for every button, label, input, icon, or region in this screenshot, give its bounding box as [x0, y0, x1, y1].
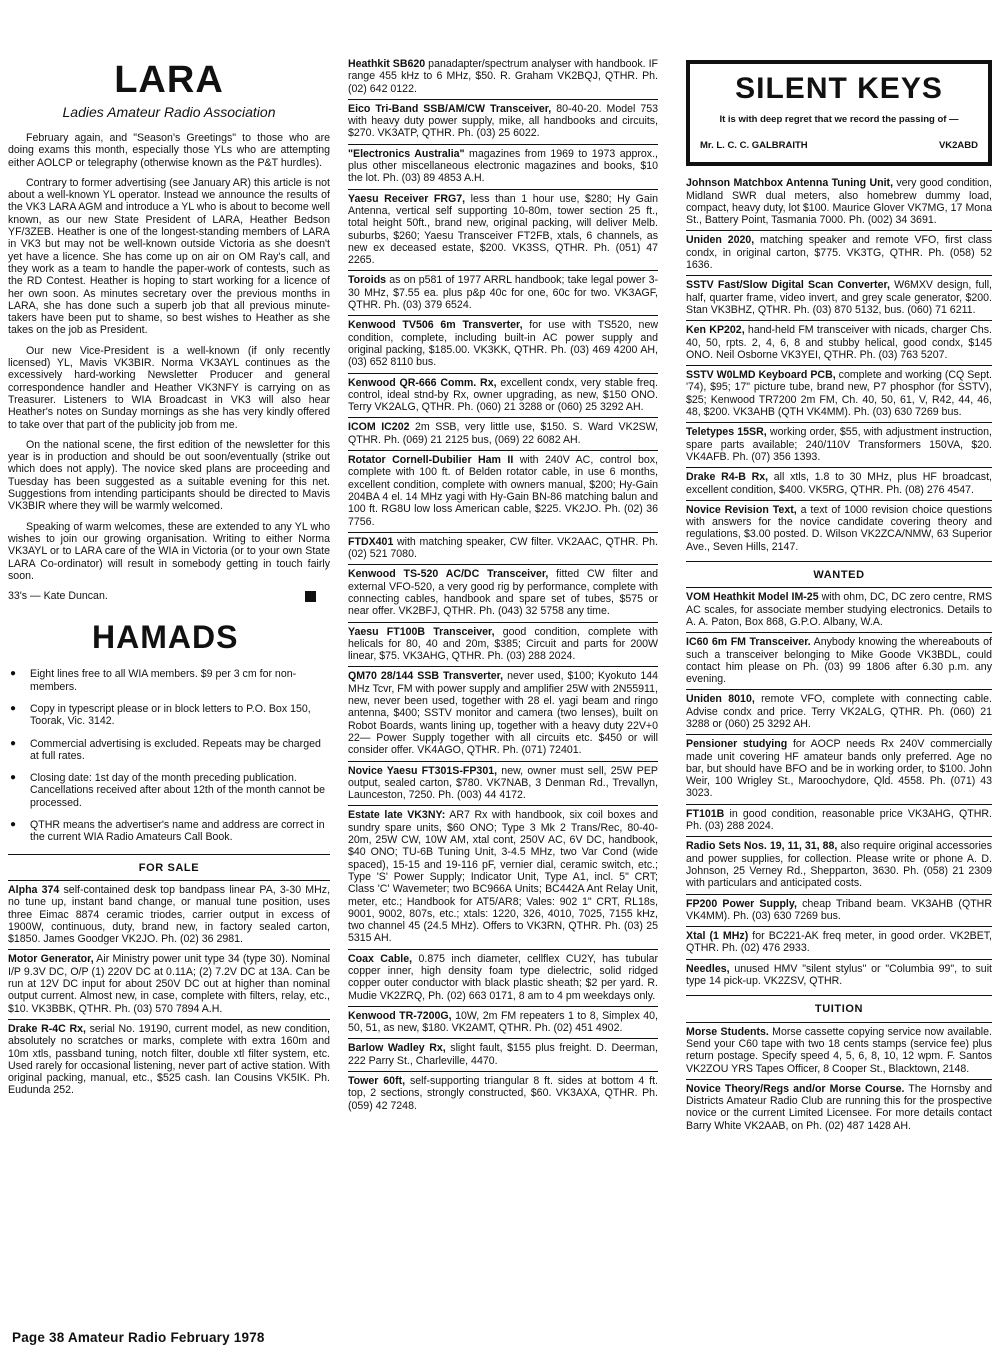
- hamads-rule: ● Copy in typescript please or in block letters to P.O. Box 150, Toorak, Vic. 3142.: [8, 703, 330, 728]
- ad-text: Anybody knowing the whereabouts of such a transceiver belonging to Mike Goode VK3BDL, could contact him please on Ph. (03) 99 1806 after 6.30 p.m. any evening.: [686, 636, 992, 686]
- ad-title: IC60 6m FM Transceiver.: [686, 636, 811, 649]
- ad-title: Drake R-4C Rx,: [8, 1022, 86, 1035]
- ad-text: AR7 Rx with handbook, six coil boxes and sundry spare units, $60 ONO; Type 3 Mk 2 Trans/Rec, 80-40-20m, 25W CW, 10W AM, xtal cont, 250V AC, 6V DC, handbook, $40 ONO; TU-6B Tuning Unit, 3-4.5 MHz, two Var Cond (wide spaced), 15-15 and 19-116 pF, vernier dial, ceramic switch, etc.; Type 'S' Power Supply; Indicator Unit, Type A1, incl. 5" CRT; Class 'C' Wavemeter; two BC966A Units; BC442A Ant Relay Unit, meter, etc.; Handbook for AT5/AR8; Vales: 902 1" CRT, RL18s, 9001, 9002, 807s, etc.; xtals: 1220, 326, 4010, 7025, 7155 kHz, two channel 45 (24.5 MHz). Offers to VK3RN, QTHR. Ph. (03) 25 5315 AH.: [348, 809, 658, 945]
- page-footer: Page 38 Amateur Radio February 1978: [12, 1330, 265, 1345]
- classified-ad: [8, 949, 330, 1018]
- for-sale-heading: FOR SALE: [8, 854, 330, 880]
- ad-text: 0.875 inch diameter, cellflex CU2Y, has tubular copper inner, high density foam type dielectric, solid ridged copper outer conductor with black plastic sheath; $2 per yard. R. Mudie VK2ZRQ, Ph. (02) 663 0171, 8 am to 4 pm weekdays only.: [348, 952, 659, 1002]
- ad-title: Kenwood TR-7200G,: [348, 1009, 452, 1022]
- classified-ad: [686, 894, 992, 927]
- ad-text: very good condition, Midland SWR dual meters, also homebrew dummy load, compact, heavy duty, lot $100. Maurice Glover VK7MG, 17 Mona St., Battery Point, Tasmania 7000. Ph. (002) 34 3691.: [686, 177, 992, 227]
- ad-title: Barlow Wadley Rx,: [348, 1042, 446, 1055]
- ad-title: Radio Sets Nos. 19, 11, 31, 88,: [686, 840, 838, 853]
- hamads-rule: ● QTHR means the advertiser's name and address are correct in the current WIA Radio Amateurs Call Book.: [8, 819, 330, 844]
- ad-text: 80-40-20. Model 753 with heavy duty power supply, mike, all handbooks and circuits, $270. VK3ATP, QTHR. Ph. (03) 25 6022.: [348, 102, 658, 140]
- ad-title: ICOM IC202: [348, 421, 410, 434]
- lara-paragraph: On the national scene, the first edition of the newsletter for this year is in production and should be out soon/eventually (strike out which does not apply). The novice sked plans are proceeding and Tuesday has been suggested as a suitable evening for this net. Suggestions from intending participants should be directed to Mavis VK3BIR where they will be warmly welcomed.: [8, 438, 330, 513]
- classified-ad: [348, 450, 658, 532]
- ad-text: for use with TS520, new condition, complete, including built-in AC power supply and original packing, $185.00. VK3KK, QTHR. Ph. (03) 469 4200 AH, (03) 652 8110 bus.: [348, 319, 658, 369]
- silent-keys-entry: [700, 140, 978, 152]
- silent-keys-call: VK2ABD: [938, 140, 978, 151]
- ad-title: Kenwood TV506 6m Transverter,: [348, 319, 523, 332]
- ad-text: self-supporting triangular 8 ft. sides at bottom 4 ft. top, 2 sections, strongly constructed, $60. VK3AXA, QTHR. Ph. (059) 42 7248.: [348, 1075, 658, 1112]
- hamads-rule: ● Commercial advertising is excluded. Repeats may be charged at full rates.: [8, 738, 330, 763]
- classified-ad: [686, 804, 992, 837]
- hamads-title: HAMADS: [92, 619, 239, 656]
- classified-ad: [348, 189, 658, 271]
- classified-ad: [348, 1006, 658, 1039]
- classified-ad: [686, 926, 992, 959]
- classified-ad: [686, 320, 992, 365]
- ad-title: SSTV W0LMD Keyboard PCB,: [686, 369, 836, 382]
- ad-text: Morse cassette copying service now available. Send your C60 tape with two 18 cents stamps (service fee) plus return postage. Specify speed 4, 5, 6, 8, 10, 12 wpm. F. Santos VK2ZOU YRS Tapes Officer, 8 Cooper St., Blacktown, 2148.: [686, 1025, 992, 1075]
- ad-title: "Electronics Australia": [348, 147, 465, 160]
- ad-text: fitted CW filter and external VFO-520, a very good rig by performance, complete with connecting cables, handbook and spare set of tubes, $575 or near offer. VK2BFJ, QTHR. Ph. (043) 32 5758 any time.: [348, 568, 659, 618]
- ad-title: Ken KP202,: [686, 324, 745, 337]
- silent-keys-text: It is with deep regret that we record the passing of —: [719, 114, 959, 125]
- hamads-rule: ● Eight lines free to all WIA members. $9 per 3 cm for non-members.: [8, 668, 330, 693]
- ad-title: Estate late VK3NY:: [348, 809, 446, 822]
- ad-title: Coax Cable,: [348, 952, 413, 965]
- ad-title: Pensioner studying: [686, 738, 788, 751]
- ad-text: Air Ministry power unit type 34 (type 30). Nominal I/P 9.3V DC, O/P (1) 220V DC at 0.11A; (2) 7.2V DC at 13A. Can be run at 12V DC input for about 250V DC out at higher than nominal output current. Almost new, in case, complete with filters, relay, etc., $10. VK3BBK, QTHR. Ph. (03) 570 7894 A.H.: [8, 953, 330, 1015]
- ad-title: Kenwood QR-666 Comm. Rx,: [348, 376, 497, 389]
- ad-title: Teletypes 15SR,: [686, 426, 767, 439]
- ad-title: Uniden 2020,: [686, 234, 755, 247]
- lara-paragraph: Contrary to former advertising (see January AR) this article is not about a well-known YL operator. Instead we announce the results of the VK3 LARA AGM and introduce a YL who is about to become well known, as our new State President of LARA, Heather Bedson YF/3ZEB. Heather is one of the longest-standing members of LARA in VK3 but may not be well-known outside Victoria as she doesn't yet have a licence. She has come up on air on OM Ray's call, and they work as a team to handle the paper-work of contests, such as the RD Contest. Heather is hoping to start working for a licence of her own soon. As minutes secretary over the previous months in LARA, she has done such a superb job that all previous minute-takers have been put to shame, so best wishes to Heather as she takes on the job as President.: [8, 176, 330, 337]
- classified-ad: [686, 230, 992, 275]
- ad-text: in good condition, reasonable price VK3AHG, QTHR. Ph. (03) 288 2024.: [686, 807, 992, 833]
- classified-ad: [8, 880, 330, 949]
- classified-ad: [686, 689, 992, 734]
- ad-text: remote VFO, complete with connecting cable. Advise condx and price. Terry VK2ALG, QTHR. Ph. (060) 21 3288 or (060) 25 3292 AH.: [686, 693, 992, 730]
- ad-title: Uniden 8010,: [686, 693, 755, 706]
- column-right: [686, 58, 992, 1136]
- classified-ad: [348, 564, 658, 621]
- silent-keys-box: [686, 60, 992, 166]
- classified-ad: [686, 275, 992, 320]
- lara-signoff-row: [8, 590, 330, 602]
- ad-title: Eico Tri-Band SSB/AM/CW Transceiver,: [348, 102, 552, 115]
- lara-title: LARA: [114, 59, 224, 101]
- ad-text: magazines from 1969 to 1973 approx., plus other miscellaneous electronic magazines and books, $10 the lot. Ph. (03) 89 4853 A.H.: [348, 147, 658, 185]
- ad-title: Novice Revision Text,: [686, 503, 797, 516]
- ad-text: self-contained desk top bandpass linear PA, 3-30 MHz, no tune up, instant band change, or manual tune position, uses three Eimac 8874 ceramic triodes, carrier output in excess of 1900W, continuous, duty, brand new, in factory sealed carton, $1850. James Goodger VK2JO. Ph. (02) 36 2981.: [8, 883, 331, 946]
- classified-ad: [348, 532, 658, 565]
- ad-text: for AOCP needs Rx 240V commercially made unit covering HF amateur bands only preferred. Age no bar, but should have BFO and be in working order, to $100. John Weir, 100 Wrigley St., Maroochydore, Qld. 4558. Ph. (071) 43 3023.: [686, 738, 992, 800]
- ad-text: cheap Triband beam. VK3AHB (QTHR VK4MM). Ph. (03) 630 7269 bus.: [686, 897, 992, 922]
- classified-ad: [348, 949, 658, 1006]
- silent-keys-title: SILENT KEYS: [735, 72, 943, 105]
- ad-title: Kenwood TS-520 AC/DC Transceiver,: [348, 568, 549, 581]
- ad-title: FT101B: [686, 807, 725, 820]
- classified-ad: [348, 761, 658, 806]
- ad-title: Yaesu Receiver FRG7,: [348, 192, 466, 205]
- ad-text: a text of 1000 revision choice questions with answers for the novice candidate covering theory and regulations, $3.00 posted. D. Wilson VK2ZCA/NMW, 63 Superior Ave., Seven Hills, 2147.: [686, 503, 992, 553]
- classified-ad: [348, 666, 658, 760]
- classified-ad: [686, 587, 992, 632]
- ad-text: good condition, complete with helicals for 80, 40 and 20m, $385; Circuit and parts for 200W linear, $75. VK3AHG, QTHR. Ph. (03) 288 2024.: [348, 625, 659, 663]
- classified-ad: [348, 1038, 658, 1071]
- ad-text: 2m SSB, very little use, $150. S. Ward VK2SW, QTHR. Ph. (069) 21 2125 bus, (069) 22 6082 AH.: [348, 421, 659, 446]
- lara-paragraph: Our new Vice-President is a well-known (if only recently licensed) YL, Mavis VK3BIR. Norma VK3AYL continues as the excessively hard-working Newsletter Producer and general correspondence handler and Heather VK3NFY is carrying on as Treasurer. Listeners to WIA Broadcast in VK3 will also hear Heather's notes on Sunday mornings as she has very kindly offered to take over that part of the publicity job from me.: [8, 344, 330, 431]
- ad-text: panadapter/spectrum analyser with handbook. IF range 455 kHz to 6 MHz, $50. R. Graham VK2BQJ, QTHR. Ph. (02) 642 0122.: [348, 58, 659, 95]
- classified-ad: [686, 1079, 992, 1136]
- classified-ad: [348, 373, 658, 418]
- ad-title: Alpha 374: [8, 883, 60, 896]
- lara-subtitle: Ladies Amateur Radio Association: [62, 104, 276, 120]
- classified-ad: [686, 734, 992, 803]
- classified-ad: [348, 417, 658, 450]
- silent-keys-name: Mr. L. C. C. GALBRAITH: [700, 140, 808, 151]
- column-middle: [348, 58, 658, 1116]
- ad-title: Xtal (1 MHz): [686, 930, 749, 943]
- ad-title: QM70 28/144 SSB Transverter,: [348, 670, 504, 683]
- ad-title: Johnson Matchbox Antenna Tuning Unit,: [686, 177, 894, 190]
- classified-ad: [348, 270, 658, 315]
- lara-paragraph: February again, and "Season's Greetings" to those who are doing exams this month, especially those YLs who are attempting either AOLCP or telegraphy (otherwise known as the P&T hurdles).: [8, 132, 330, 169]
- ad-text: with ohm, DC, DC zero centre, RMS AC scales, for associate member studying electronics. Details to A. A. Paton, Box 868, G.P.O. Albany, W.A.: [686, 591, 993, 628]
- classified-ad: [348, 99, 658, 144]
- classified-ad: [348, 315, 658, 372]
- classified-ad: [348, 622, 658, 667]
- ad-title: Motor Generator,: [8, 953, 94, 966]
- ad-text: less than 1 hour use, $280; Hy Gain Antenna, vertical self supporting 10-80m, tower section 25 ft., total height 50ft., brand new, original packing, will deliver Melb. suburbs, $260; Yaesu Transceiver FT2FB, xtals, 6 channels, as new ex deceased estate, $200. VK3SS, QTHR. Ph. (051) 47 2265.: [348, 192, 658, 267]
- ad-title: Drake R4-B Rx,: [686, 471, 769, 484]
- ad-text: as on p581 of 1977 ARRL handbook; take legal power 3-30 MHz, $7.55 ea. plus p&p 40c for one, 60c for two. VK3AGF, QTHR. Ph. (03) 379 6524.: [348, 274, 658, 312]
- tuition-heading: TUITION: [686, 995, 992, 1021]
- classified-ad: [686, 1022, 992, 1079]
- classified-ad: [348, 1071, 658, 1116]
- ad-title: VOM Heathkit Model IM-25: [686, 591, 819, 604]
- ad-text: hand-held FM transceiver with nicads, charger Chs. 40, 50, rpts. 2, 4, 6, 8 and stubby helical, good condx, $145 ONO. Neil Osborne VK3YEI, QTHR. Ph. (03) 763 5207.: [686, 324, 992, 361]
- classified-ad: [686, 500, 992, 557]
- ad-text: 10W, 2m FM repeaters 1 to 8, Simplex 40, 50, 51, as new, $180. VK2AMT, QTHR. Ph. (02) 451 4902.: [348, 1009, 658, 1035]
- classified-ad: [686, 422, 992, 467]
- classified-ad: [686, 959, 992, 992]
- ad-text: with matching speaker, CW filter. VK2AAC, QTHR. Ph. (02) 521 7080.: [348, 535, 658, 561]
- ad-text: also require original accessories and power supplies, for collection. Please write or phone A. D. Johnson, 25 Verney Rd., Shepparton, 3630. Ph. (058) 21 2309 with particulars and anticipated costs.: [686, 840, 992, 890]
- classified-ad: [686, 836, 992, 893]
- classified-ad: [348, 144, 658, 189]
- ad-title: SSTV Fast/Slow Digital Scan Converter,: [686, 279, 890, 292]
- classified-ad: [686, 365, 992, 422]
- classified-ad: [8, 1019, 330, 1101]
- ad-title: Heathkit SB620: [348, 58, 426, 70]
- ad-title: Needles,: [686, 962, 730, 975]
- hamads-rule: ● Closing date: 1st day of the month preceding publication. Cancellations received after about 12th of the month cannot be processed.: [8, 772, 330, 809]
- ad-text: for BC221-AK freq meter, in good order. VK2BET, QTHR. Ph. (02) 476 2933.: [686, 930, 992, 955]
- lara-signoff: 33's — Kate Duncan.: [8, 590, 108, 603]
- ad-title: Rotator Cornell-Dubilier Ham II: [348, 454, 514, 467]
- ad-title: FP200 Power Supply,: [686, 897, 797, 910]
- ad-title: Yaesu FT100B Transceiver,: [348, 625, 495, 638]
- ad-title: Toroids: [348, 274, 387, 287]
- ad-text: W6MXV design, full, half, quarter frame, video invert, and grey scale generator, $200. Stan VK3BHZ, QTHR. Ph. (03) 870 5132, bus. (060) 71 6211.: [686, 279, 992, 316]
- lara-paragraph: Speaking of warm welcomes, these are extended to any YL who wishes to join our growing organisation. Writing to either Norma VK3AYL or to LARA care of the WIA in Victoria (or to your own State LARA Co-ordinator) will result in somebody getting in touch fairly soon.: [8, 520, 330, 582]
- ad-text: unused HMV "silent stylus" or "Columbia 99", to suit type 14 pick-up. VK2ZSV, QTHR.: [686, 962, 992, 988]
- ad-text: matching speaker and remote VFO, first class condx, in original carton, $775. VK3TG, QTHR. Ph. (058) 52 1636.: [686, 234, 992, 272]
- hamads-rules: [8, 668, 330, 843]
- ad-text: The Hornsby and Districts Amateur Radio Club are running this for the prospective novice or the current Limited Licensee. For more details contact Barry White VK2AAB, on Ph. (02) 487 1428 AH.: [686, 1082, 993, 1132]
- ad-text: with 240V AC, control box, complete with 100 ft. of Belden rotator cable, in use 6 months, excellent condition, complete with owners manual, $200; Hy-Gain 204BA 4 el. 14 MHz yagi with Hy-Gain BN-86 matching balun and 100 ft. RG8U low loss American cable, $225. VK2JO. Ph. (02) 36 7756.: [348, 454, 658, 528]
- ad-title: Tower 60ft,: [348, 1075, 406, 1088]
- ad-text: all xtls, 1.8 to 30 MHz, plus HF broadcast, excellent condition, $400. VK5RG, QTHR. Ph. (08) 276 4547.: [686, 471, 992, 496]
- ad-text: serial No. 19190, current model, as new condition, absolutely no scratches or marks, complete with extra 160m and 10m xtls, passband tuning, notch filter, double xtl filter system, etc. Used rarely for occasional listening, never part of active station. With original packing, manual, etc., $525 cash. Ian Cousins VK5IK. Ph. Eudunda 252.: [8, 1022, 330, 1097]
- classified-ad: [686, 632, 992, 689]
- ad-title: FTDX401: [348, 535, 394, 548]
- ad-text: complete and working (CQ Sept. '74), $95; 17" picture tube, brand new, P7 phosphor (for SSTV), $25; Kenwood TR7200 2m FM, Ch. 40, 50, 61, V, R42, 44, 46, 48, $200. VK3AHB (QTH VK4MM). Ph. (03) 630 7269 bus.: [686, 369, 992, 419]
- ad-text: excellent condx, very stable freq. control, ideal stnd-by Rx, owner upgrading, as new, $150 ONO. Terry VK2ALG, QTHR. Ph. (060) 21 3288 or (060) 25 3292 AH.: [348, 376, 658, 414]
- ad-text: working order, $55, with adjustment instruction, spare parts available; 240/110V Transformers 150VA, $20. VK4AFB. Ph. (07) 356 1393.: [686, 426, 992, 463]
- column-left: [8, 58, 330, 1101]
- ad-title: Novice Yaesu FT301S-FP301,: [348, 764, 498, 777]
- ad-title: Novice Theory/Regs and/or Morse Course.: [686, 1082, 905, 1095]
- wanted-heading: WANTED: [686, 561, 992, 587]
- classified-ad: [348, 805, 658, 948]
- classified-ad: [348, 58, 658, 99]
- ad-text: new, owner must sell, 25W PEP output, sealed carton, $780. VK7NAB, 3 Denman Rd., Trevallyn, Launceston, 7250. Ph. (003) 44 4172.: [348, 764, 658, 802]
- ad-text: never used, $100; Kyokuto 144 MHz Tcvr, FM with power supply and amplifier 25W with 2N55911, new, never been used, together with 28 el. yagi beam and ringo antenna, $400; SSTV monitor and camera (two lenses), built on Robot Boards, wants lining up, together with a heavy duty 22V+0 22— Power Supply together with all circuits etc. $450 or will consider offer. VK4AGO, QTHR. Ph. (071) 72401.: [348, 670, 658, 757]
- ad-text: slight fault, $155 plus freight. D. Deerman, 222 Parry St., Charleville, 4470.: [348, 1042, 659, 1067]
- classified-ad: [686, 467, 992, 500]
- ad-title: Morse Students.: [686, 1025, 769, 1038]
- classified-ad: [686, 174, 992, 230]
- end-mark-icon: [305, 591, 316, 602]
